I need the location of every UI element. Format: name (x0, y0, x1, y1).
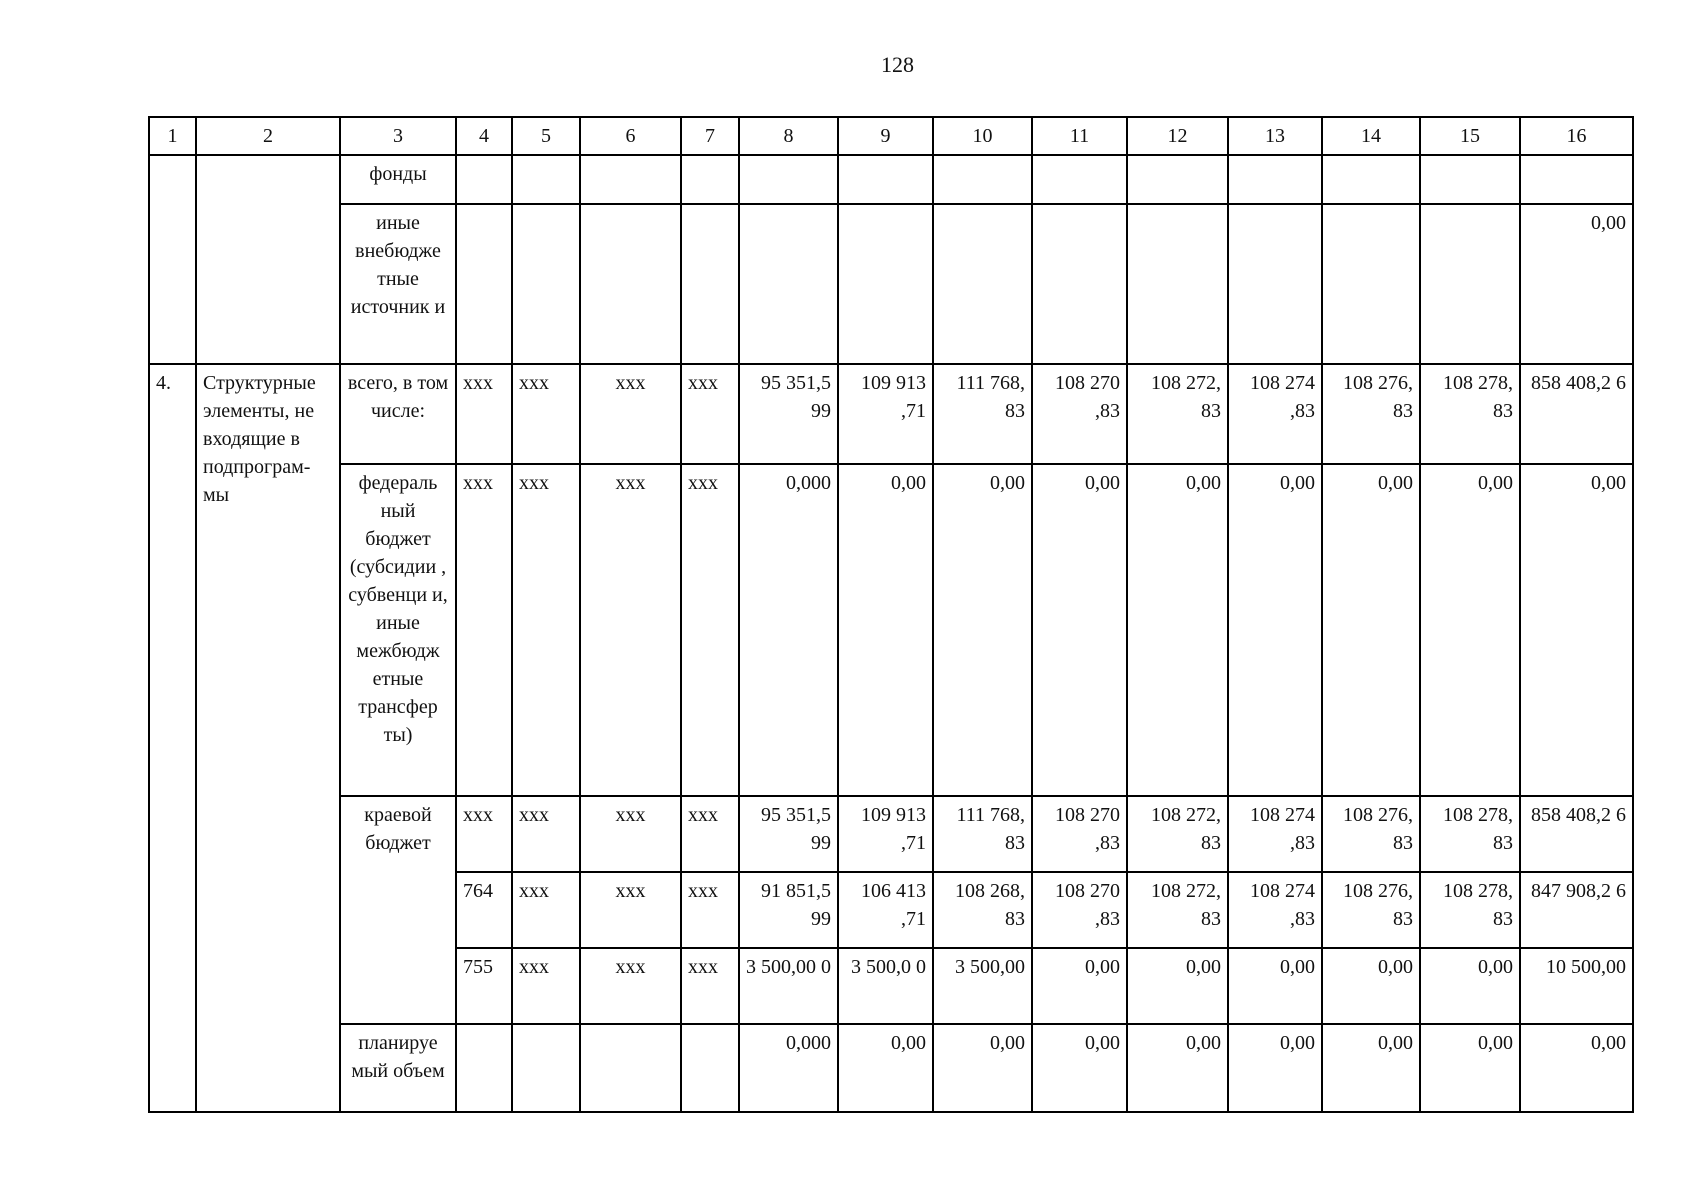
value-cell: 0,00 (1032, 464, 1127, 796)
table-cell (739, 204, 838, 364)
header-cell: 3 (340, 117, 456, 155)
table-cell (512, 1024, 580, 1112)
value-cell: 108 270 ,83 (1032, 872, 1127, 948)
row-number-cell (149, 155, 196, 364)
table-cell (456, 155, 512, 204)
header-cell: 11 (1032, 117, 1127, 155)
value-cell: 109 913 ,71 (838, 364, 933, 464)
code-cell: ххх (580, 796, 681, 872)
value-cell: 109 913 ,71 (838, 796, 933, 872)
table-cell (1127, 155, 1228, 204)
header-cell: 8 (739, 117, 838, 155)
value-cell: 108 268, 83 (933, 872, 1032, 948)
value-cell: 0,00 (1127, 464, 1228, 796)
value-cell: 0,00 (1420, 948, 1520, 1024)
value-cell: 95 351,5 99 (739, 364, 838, 464)
code-cell: ххх (512, 872, 580, 948)
table-cell (1420, 155, 1520, 204)
table-cell (580, 204, 681, 364)
code-cell: ххх (512, 364, 580, 464)
value-cell: 108 278, 83 (1420, 872, 1520, 948)
table-cell (1127, 204, 1228, 364)
code-cell: ххх (580, 364, 681, 464)
table-cell (681, 155, 739, 204)
value-cell: 0,00 (838, 1024, 933, 1112)
total-cell: 858 408,2 6 (1520, 796, 1633, 872)
value-cell: 0,00 (1322, 1024, 1420, 1112)
value-cell: 95 351,5 99 (739, 796, 838, 872)
source-cell: краевой бюджет (340, 796, 456, 1024)
code-cell: ххх (580, 464, 681, 796)
value-cell: 108 270 ,83 (1032, 364, 1127, 464)
value-cell: 0,00 (1032, 1024, 1127, 1112)
code-cell: ххх (512, 796, 580, 872)
value-cell: 0,00 (1228, 948, 1322, 1024)
table-row-fondy (149, 155, 1633, 204)
row-number-cell: 4. (149, 364, 196, 1112)
header-cell: 15 (1420, 117, 1520, 155)
value-cell: 108 270 ,83 (1032, 796, 1127, 872)
table-cell (1322, 155, 1420, 204)
value-cell: 108 278, 83 (1420, 796, 1520, 872)
header-cell: 9 (838, 117, 933, 155)
code-cell: ххх (681, 364, 739, 464)
value-cell: 108 272, 83 (1127, 796, 1228, 872)
header-cell: 10 (933, 117, 1032, 155)
table-row-inye (149, 204, 1633, 364)
value-cell: 108 278, 83 (1420, 364, 1520, 464)
value-cell: 0,00 (933, 1024, 1032, 1112)
value-cell: 0,00 (1420, 1024, 1520, 1112)
value-cell: 0,00 (1420, 464, 1520, 796)
table-row-kraev (149, 796, 1633, 872)
header-cell: 4 (456, 117, 512, 155)
header-cell: 1 (149, 117, 196, 155)
total-cell: 847 908,2 6 (1520, 872, 1633, 948)
value-cell: 108 272, 83 (1127, 872, 1228, 948)
value-cell: 0,00 (933, 464, 1032, 796)
table-cell (1228, 204, 1322, 364)
header-cell: 16 (1520, 117, 1633, 155)
table-cell (681, 1024, 739, 1112)
value-cell: 0,00 (838, 464, 933, 796)
value-cell: 0,00 (1127, 1024, 1228, 1112)
header-cell: 14 (1322, 117, 1420, 155)
table-cell (512, 204, 580, 364)
value-cell: 108 276, 83 (1322, 364, 1420, 464)
table-cell (739, 155, 838, 204)
header-cell: 6 (580, 117, 681, 155)
name-cell: Структурные элементы, не входящие в подпрограм-мы (196, 364, 340, 1112)
table-row-vsego (149, 364, 1633, 464)
value-cell: 0,000 (739, 1024, 838, 1112)
header-cell: 5 (512, 117, 580, 155)
code-cell: 764 (456, 872, 512, 948)
header-cell: 7 (681, 117, 739, 155)
table-cell (838, 155, 933, 204)
table-cell (933, 204, 1032, 364)
code-cell: ххх (580, 872, 681, 948)
table-cell (1032, 155, 1127, 204)
total-cell: 858 408,2 6 (1520, 364, 1633, 464)
total-cell: 10 500,00 (1520, 948, 1633, 1024)
code-cell: ххх (456, 796, 512, 872)
table-cell (1032, 204, 1127, 364)
table-cell (838, 204, 933, 364)
value-cell: 3 500,0 0 (838, 948, 933, 1024)
header-cell: 13 (1228, 117, 1322, 155)
value-cell: 0,00 (1032, 948, 1127, 1024)
header-cell: 12 (1127, 117, 1228, 155)
code-cell: ххх (681, 796, 739, 872)
table-cell (1520, 155, 1633, 204)
value-cell: 0,00 (1228, 464, 1322, 796)
header-row (149, 117, 1633, 155)
value-cell: 106 413 ,71 (838, 872, 933, 948)
code-cell: ххх (681, 948, 739, 1024)
value-cell: 0,00 (1127, 948, 1228, 1024)
value-cell: 108 274 ,83 (1228, 796, 1322, 872)
code-cell: ххх (512, 464, 580, 796)
value-cell: 91 851,5 99 (739, 872, 838, 948)
code-cell: ххх (512, 948, 580, 1024)
value-cell: 108 274 ,83 (1228, 364, 1322, 464)
table-cell (1228, 155, 1322, 204)
source-cell: планируе мый объем (340, 1024, 456, 1112)
table-cell (456, 204, 512, 364)
value-cell: 3 500,00 0 (739, 948, 838, 1024)
name-cell (196, 155, 340, 364)
value-cell: 3 500,00 (933, 948, 1032, 1024)
table-cell (1322, 204, 1420, 364)
table-row-fed (149, 464, 1633, 796)
value-cell: 0,000 (739, 464, 838, 796)
value-cell: 111 768, 83 (933, 364, 1032, 464)
table-cell (580, 1024, 681, 1112)
source-cell: федераль ный бюджет (субсидии , субвенци и, иные межбюдж етные трансфер ты) (340, 464, 456, 796)
table-cell (512, 155, 580, 204)
table-cell (456, 1024, 512, 1112)
value-cell: 108 272, 83 (1127, 364, 1228, 464)
source-cell: всего, в том числе: (340, 364, 456, 464)
value-cell: 0,00 (1322, 948, 1420, 1024)
value-cell: 108 276, 83 (1322, 796, 1420, 872)
table-cell (933, 155, 1032, 204)
code-cell: ххх (681, 464, 739, 796)
value-cell: 0,00 (1228, 1024, 1322, 1112)
header-cell: 2 (196, 117, 340, 155)
value-cell: 111 768, 83 (933, 796, 1032, 872)
value-cell: 0,00 (1322, 464, 1420, 796)
total-cell: 0,00 (1520, 464, 1633, 796)
code-cell: 755 (456, 948, 512, 1024)
table-cell (580, 155, 681, 204)
value-cell: 108 276, 83 (1322, 872, 1420, 948)
code-cell: ххх (456, 364, 512, 464)
table-cell (681, 204, 739, 364)
total-cell: 0,00 (1520, 204, 1633, 364)
total-cell: 0,00 (1520, 1024, 1633, 1112)
code-cell: ххх (681, 872, 739, 948)
value-cell: 108 274 ,83 (1228, 872, 1322, 948)
table-cell (1420, 204, 1520, 364)
code-cell: ххх (456, 464, 512, 796)
page-number: 128 (881, 52, 914, 77)
code-cell: ххх (580, 948, 681, 1024)
source-cell: фонды (340, 155, 456, 204)
budget-table (148, 116, 1634, 1113)
source-cell: иные внебюдже тные источник и (340, 204, 456, 364)
table-row-plan (149, 1024, 1633, 1112)
